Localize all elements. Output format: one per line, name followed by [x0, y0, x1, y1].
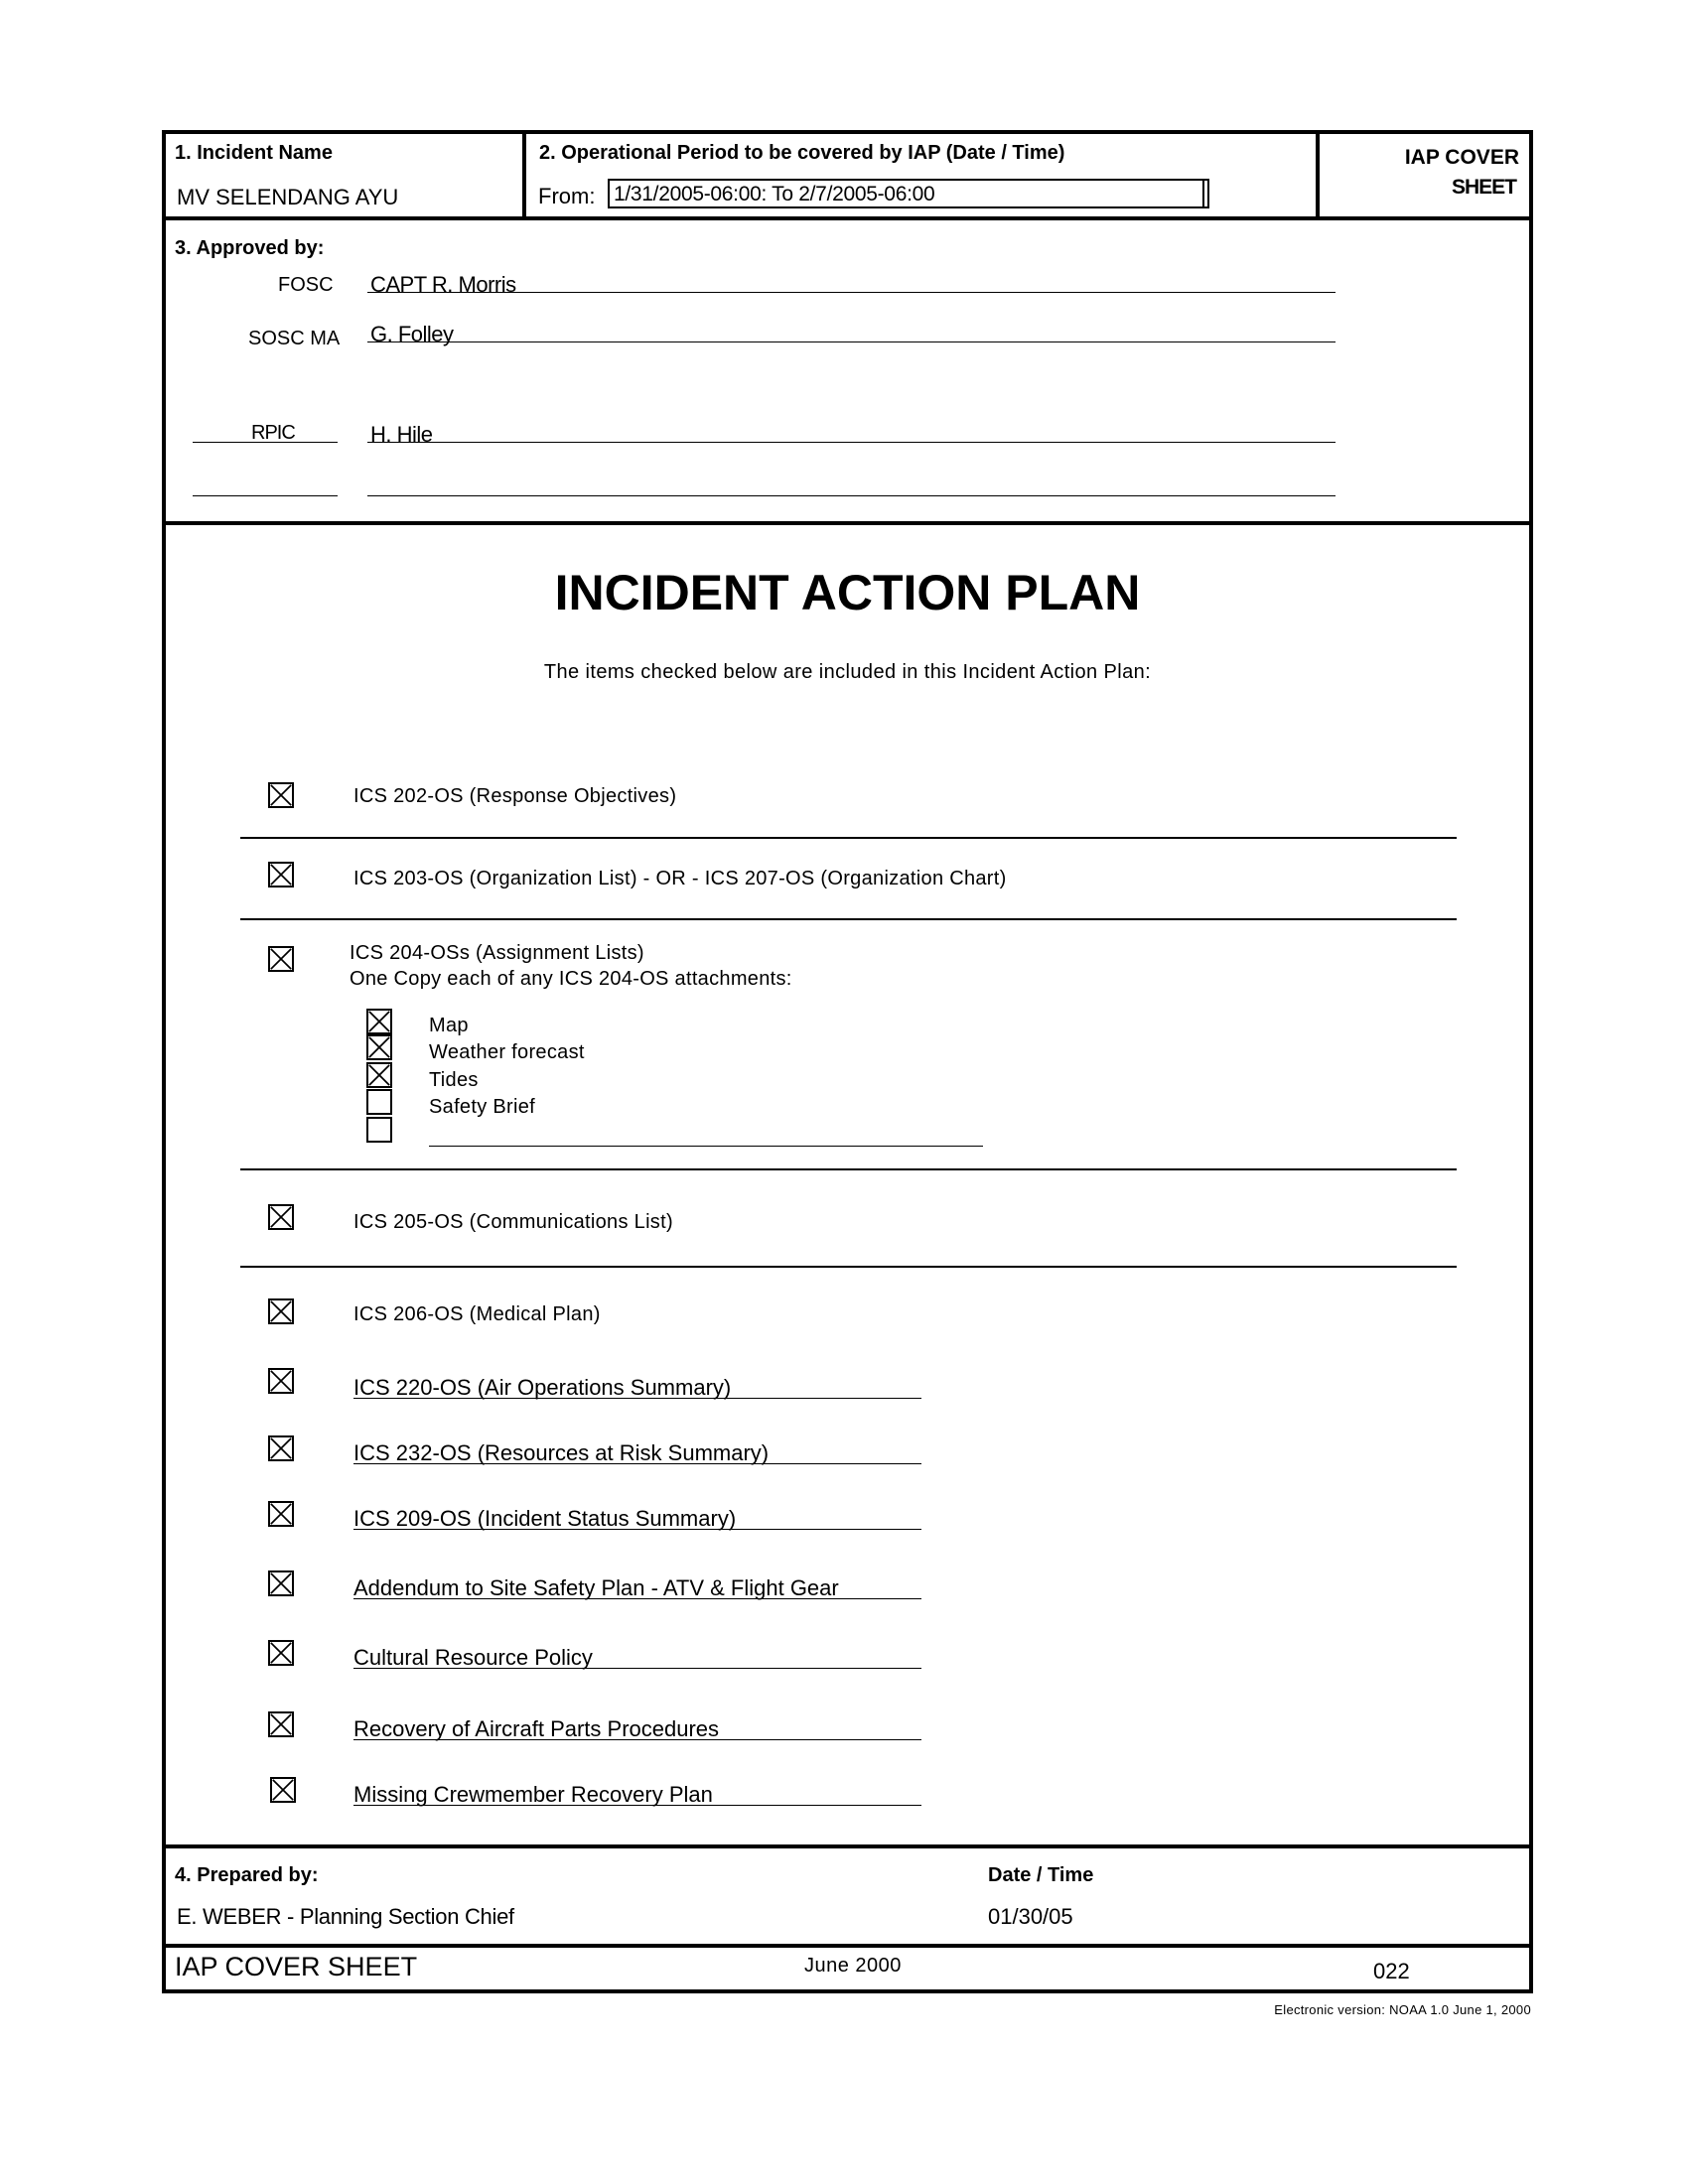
checkbox-cultural-resource[interactable]: [268, 1640, 294, 1666]
extra-label-ics220: ICS 220-OS (Air Operations Summary): [353, 1375, 732, 1400]
prepared-value: E. WEBER - Planning Section Chief: [177, 1904, 514, 1929]
approver-line-fosc: [367, 292, 1336, 293]
date-time-label: Date / Time: [988, 1864, 1094, 1886]
item-sublabel-ics204: One Copy each of any ICS 204-OS attachments:: [350, 968, 792, 990]
from-label: From:: [538, 184, 596, 208]
attachment-label-tides: Tides: [429, 1069, 479, 1091]
checkbox-ics232[interactable]: [268, 1435, 294, 1461]
extra-label-aircraft-parts: Recovery of Aircraft Parts Procedures: [353, 1716, 720, 1741]
attachment-blank-line: [429, 1146, 983, 1147]
footer-form-date: June 2000: [804, 1955, 902, 1977]
checkbox-ics206[interactable]: [268, 1298, 294, 1324]
checkbox-ics205[interactable]: [268, 1204, 294, 1230]
approver-name-fosc: CAPT R. Morris: [370, 272, 516, 297]
attachment-label-map: Map: [429, 1015, 469, 1036]
footer-top-rule: [162, 1944, 1533, 1948]
approver-role-line-rpic: [193, 442, 338, 443]
extra-line-missing-crewmember: [353, 1805, 921, 1806]
extra-label-ics232: ICS 232-OS (Resources at Risk Summary): [353, 1440, 770, 1465]
sheet-title-line2: SHEET: [1451, 176, 1516, 199]
incident-name-value: MV SELENDANG AYU: [177, 185, 399, 209]
footer-form-name: IAP COVER SHEET: [175, 1952, 418, 1981]
plan-title: INCIDENT ACTION PLAN: [554, 565, 1141, 620]
approver-role-fosc: FOSC: [278, 274, 334, 296]
extra-label-cultural-resource: Cultural Resource Policy: [353, 1645, 593, 1670]
checkbox-attachment-map[interactable]: [366, 1009, 392, 1034]
date-time-value: 01/30/05: [988, 1904, 1073, 1929]
attachment-label-safety-brief: Safety Brief: [429, 1096, 535, 1118]
item-label-ics205: ICS 205-OS (Communications List): [353, 1211, 673, 1233]
extra-line-addendum-site-safety: [353, 1598, 921, 1599]
checkbox-ics220[interactable]: [268, 1368, 294, 1394]
extra-label-addendum-site-safety: Addendum to Site Safety Plan - ATV & Flight Gear: [353, 1575, 839, 1600]
extra-line-cultural-resource: [353, 1668, 921, 1669]
prepared-top-rule: [162, 1844, 1533, 1848]
footer-version: Electronic version: NOAA 1.0 June 1, 2000: [1274, 2002, 1531, 2017]
approver-role-line-4: [193, 495, 338, 496]
extra-line-ics220: [353, 1398, 921, 1399]
checkbox-ics209[interactable]: [268, 1501, 294, 1527]
checkbox-attachment-weather[interactable]: [366, 1034, 392, 1060]
approver-line-rpic: [367, 442, 1336, 443]
item-label-ics203: ICS 203-OS (Organization List) - OR - ICS 207-OS (Organization Chart): [353, 868, 1007, 889]
approver-name-rpic: H. Hile: [370, 422, 433, 447]
incident-name-label: 1. Incident Name: [175, 142, 333, 164]
from-field[interactable]: [608, 179, 1209, 208]
sheet-title-line1: IAP COVER: [1404, 146, 1519, 169]
extra-line-ics232: [353, 1463, 921, 1464]
approver-line-4: [367, 495, 1336, 496]
checkbox-ics204[interactable]: [268, 946, 294, 972]
header-divider-2: [1316, 130, 1320, 219]
approved-bottom-rule: [162, 521, 1533, 525]
item-label-ics206: ICS 206-OS (Medical Plan): [353, 1303, 601, 1325]
item-divider-3: [240, 1168, 1457, 1170]
checkbox-attachment-blank[interactable]: [366, 1117, 392, 1143]
prepared-label: 4. Prepared by:: [175, 1864, 319, 1886]
checkbox-missing-crewmember[interactable]: [270, 1777, 296, 1803]
item-label-ics202: ICS 202-OS (Response Objectives): [353, 785, 677, 807]
item-label-ics204: ICS 204-OSs (Assignment Lists): [350, 942, 644, 964]
item-divider-4: [240, 1266, 1457, 1268]
checkbox-addendum-site-safety[interactable]: [268, 1570, 294, 1596]
extra-label-missing-crewmember: Missing Crewmember Recovery Plan: [353, 1782, 713, 1807]
checkbox-ics203[interactable]: [268, 862, 294, 887]
extra-label-ics209: ICS 209-OS (Incident Status Summary): [353, 1506, 737, 1531]
checkbox-attachment-tides[interactable]: [366, 1062, 392, 1088]
extra-line-ics209: [353, 1529, 921, 1530]
from-value: 1/31/2005-06:00: To 2/7/2005-06:00: [614, 183, 935, 205]
attachment-label-weather: Weather forecast: [429, 1041, 585, 1063]
header-divider-1: [522, 130, 526, 219]
checkbox-aircraft-parts[interactable]: [268, 1711, 294, 1737]
approved-label: 3. Approved by:: [175, 237, 325, 259]
op-period-label: 2. Operational Period to be covered by IAP (Date / Time): [539, 142, 1065, 164]
header-bottom-rule: [162, 216, 1533, 220]
approver-line-sosc: [367, 341, 1336, 342]
plan-subtitle: The items checked below are included in this Incident Action Plan:: [543, 661, 1152, 683]
checkbox-ics202[interactable]: [268, 782, 294, 808]
approver-role-sosc: SOSC MA: [248, 328, 341, 349]
item-divider-1: [240, 837, 1457, 839]
footer-page-number: 022: [1373, 1959, 1410, 1983]
extra-line-aircraft-parts: [353, 1739, 921, 1740]
item-divider-2: [240, 918, 1457, 920]
approver-name-sosc: G. Folley: [370, 322, 454, 346]
approver-role-rpic: RPIC: [251, 422, 295, 444]
checkbox-attachment-safety-brief[interactable]: [366, 1089, 392, 1115]
